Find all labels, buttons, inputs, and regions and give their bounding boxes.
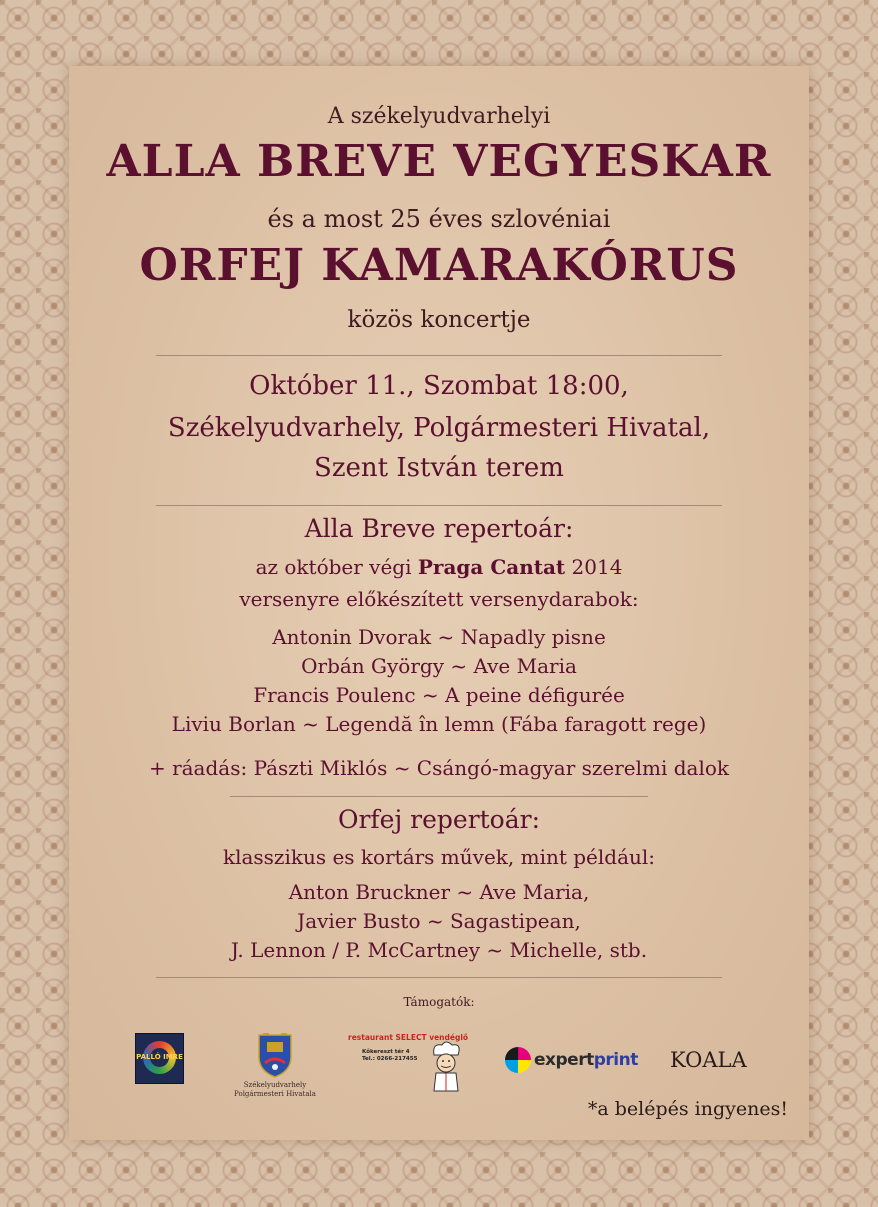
expertprint-logo: expertprint [505, 1046, 625, 1074]
orfej-repertoire-title: Orfej repertoár: [337, 805, 541, 834]
intro-line: A székelyudvarhelyi [327, 104, 551, 129]
expertprint-mark-icon [505, 1047, 531, 1073]
alla-breve-piece: Francis Poulenc ~ A peine défigurée [253, 683, 625, 707]
encore-line: + ráadás: Pászti Miklós ~ Csángó-magyar szerelmi dalok [148, 756, 730, 780]
alla-breve-repertoire-title: Alla Breve repertoár: [304, 514, 574, 543]
event-date: Október 11., Szombat 18:00, [249, 371, 629, 401]
event-venue: Székelyudvarhely, Polgármesteri Hivatal, [167, 413, 711, 443]
orfej-intro: klasszikus es kortárs művek, mint például: [222, 845, 656, 869]
szekelyudvarhely-coat-of-arms-logo: Székelyudvarhely Polgármesteri Hivatala [255, 1033, 295, 1079]
coat-of-arms-icon [255, 1033, 295, 1079]
orfej-piece: Javier Busto ~ Sagastipean, [297, 909, 581, 933]
divider [156, 355, 722, 356]
pallo-imre-logo: PALLÓ IMRE [135, 1033, 184, 1084]
alla-breve-piece: Orbán György ~ Ave Maria [301, 654, 577, 678]
divider [156, 505, 722, 506]
restaurant-select-logo: restaurant SELECT vendéglő Kőkereszt tér 4 Tel.: 0266-217455 [348, 1033, 478, 1095]
event-room: Szent István terem [314, 453, 564, 483]
divider [156, 977, 722, 978]
chef-icon [424, 1041, 468, 1097]
free-entry-note: *a belépés ingyenes! [587, 1098, 788, 1120]
divider [230, 796, 648, 797]
choir-title-orfej: ORFEJ KAMARAKÓRUS [139, 240, 739, 291]
concert-subtitle: közös koncertje [347, 307, 531, 333]
orfej-piece: J. Lennon / P. McCartney ~ Michelle, stb. [230, 938, 648, 962]
alla-breve-intro-2: versenyre előkészített versenydarabok: [239, 587, 639, 611]
sponsors-title: Támogatók: [403, 995, 475, 1009]
alla-breve-intro: az október végi Praga Cantat 2014 [255, 555, 623, 579]
choir-title-alla-breve: ALLA BREVE VEGYESKAR [106, 136, 772, 187]
praga-cantat: Praga Cantat [417, 555, 566, 579]
koala-logo: KOALA [670, 1048, 747, 1072]
intro-line-2: és a most 25 éves szlovéniai [267, 205, 611, 233]
orfej-piece: Anton Bruckner ~ Ave Maria, [288, 880, 590, 904]
alla-breve-piece: Liviu Borlan ~ Legendă în lemn (Fába faragott rege) [171, 712, 707, 736]
alla-breve-piece: Antonin Dvorak ~ Napadly pisne [272, 625, 606, 649]
